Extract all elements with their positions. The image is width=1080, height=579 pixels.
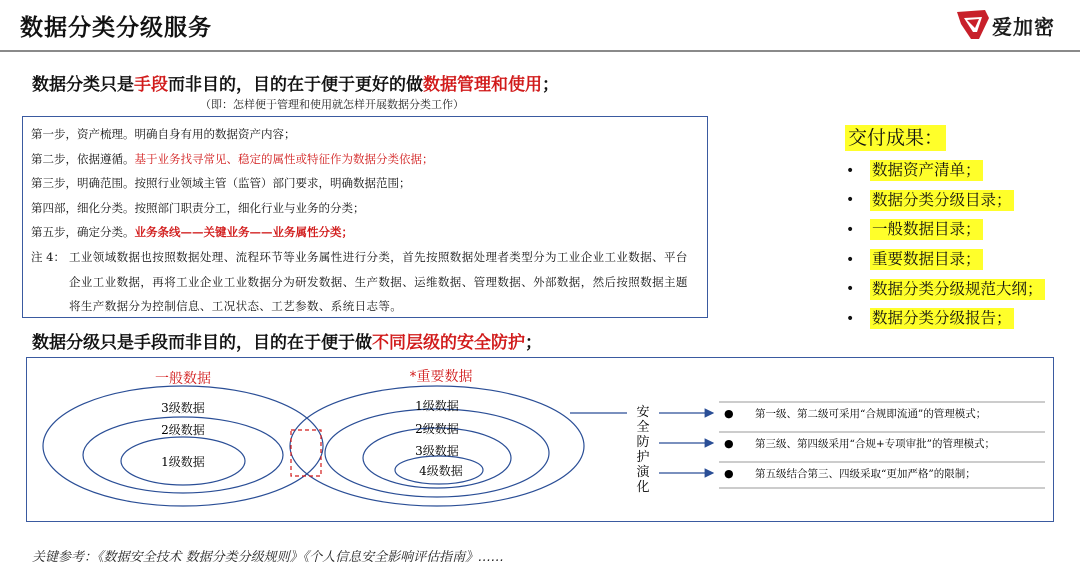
step-row: 第一步，资产梳理。明确自身有用的数据资产内容； (31, 127, 296, 141)
bullet-icon: • (846, 162, 855, 179)
list-item: • 数据分类分级目录； (846, 190, 1012, 209)
note-text: 工业领域数据也按照数据处理、流程环节等业务属性进行分类，首先按照数据处理者类型分为工业企业工业数据、平台企业工业数据，再将工业企业工业数据分为研发数据、生产数据、运维数据、管理数据、外部数据，然后按照数据主题将生产数据分为控制信息、工况状态、工艺参数、系统日志等。 (69, 249, 688, 314)
classification-subheading: （即：怎样便于管理和使用就怎样开展数据分类工作） (200, 98, 464, 111)
mode-2-text: 第三级、第四级采用“合规+专项审批”的管理模式； (755, 438, 996, 450)
list-item: • 数据资产清单； (846, 161, 981, 180)
general-ring-2-label: 2级数据 (161, 423, 205, 437)
general-data-label: 一般数据 (155, 371, 211, 387)
general-ring-1-label: 1级数据 (161, 455, 205, 469)
note-label: 注 4： (31, 249, 65, 264)
deliverables-title: 交付成果： (845, 125, 946, 151)
mode-1 (719, 402, 1045, 420)
deliverables-list (846, 156, 1045, 334)
header-divider (0, 50, 1080, 52)
industrial-note (31, 245, 699, 319)
important-ring-4-label: 4级数据 (419, 464, 463, 478)
important-ring-3-label: 3级数据 (415, 444, 459, 458)
important-ring-3 (363, 428, 511, 488)
bullet-icon: ● (724, 467, 734, 480)
grading-heading: 数据分级只是手段而非目的，目的在于便于做不同层级的安全防护； (32, 333, 542, 353)
grading-diagram-svg (27, 358, 1053, 521)
bullet-icon: • (846, 251, 855, 268)
overlap-highlight (291, 430, 321, 476)
bullet-icon: • (846, 310, 855, 327)
important-ring-1-label: 1级数据 (415, 399, 459, 413)
list-item: • 数据分类分级规范大纲； (846, 279, 1043, 298)
important-data-label: *重要数据 (409, 369, 473, 385)
bullet-icon: ● (724, 407, 734, 420)
svg-text:安全防护演化: 安全防护演化 (636, 405, 650, 495)
list-item: • 数据分类分级报告； (846, 309, 1012, 328)
classification-heading: 数据分类只是手段而非目的，目的在于便于更好的做数据管理和使用； (32, 75, 559, 95)
classification-steps-box (22, 116, 708, 318)
mode-3-text: 第五级结合第三、四级采取“更加严格”的限制； (755, 468, 976, 480)
page-title: 数据分类分级服务 (20, 15, 212, 41)
step-row: 第三步，明确范围。按照行业领域主管（监管）部门要求，明确数据范围； (31, 176, 411, 191)
mode-1-text: 第一级、第二级可采用“合规即流通”的管理模式； (755, 408, 987, 420)
bullet-icon: ● (724, 437, 734, 450)
list-item: • 一般数据目录； (846, 220, 981, 239)
bullet-icon: • (846, 221, 855, 238)
mode-3 (719, 462, 1045, 488)
mode-2 (719, 432, 1045, 450)
bullet-icon: • (846, 192, 855, 209)
general-ring-3-label: 3级数据 (161, 401, 205, 415)
list-item: • 重要数据目录； (846, 250, 981, 269)
step-row: 第五步，确定分类。业务条线——关键业务——业务属性分类； (31, 225, 353, 240)
step-row: 第二步，依据遵循。基于业务找寻常见、稳定的属性或特征作为数据分类依据； (31, 151, 434, 166)
references-footer: 关键参考：《数据安全技术 数据分类分级规则》《个人信息安全影响评估指南》…… (32, 550, 505, 565)
logo-text: 爱加密 (992, 15, 1055, 39)
bullet-icon: • (846, 281, 855, 298)
grading-diagram (26, 357, 1054, 522)
important-ring-2-label: 2级数据 (415, 422, 459, 436)
step-row: 第四部，细化分类。按照部门职责分工，细化行业与业务的分类； (31, 200, 365, 215)
evolution-label (636, 404, 650, 495)
